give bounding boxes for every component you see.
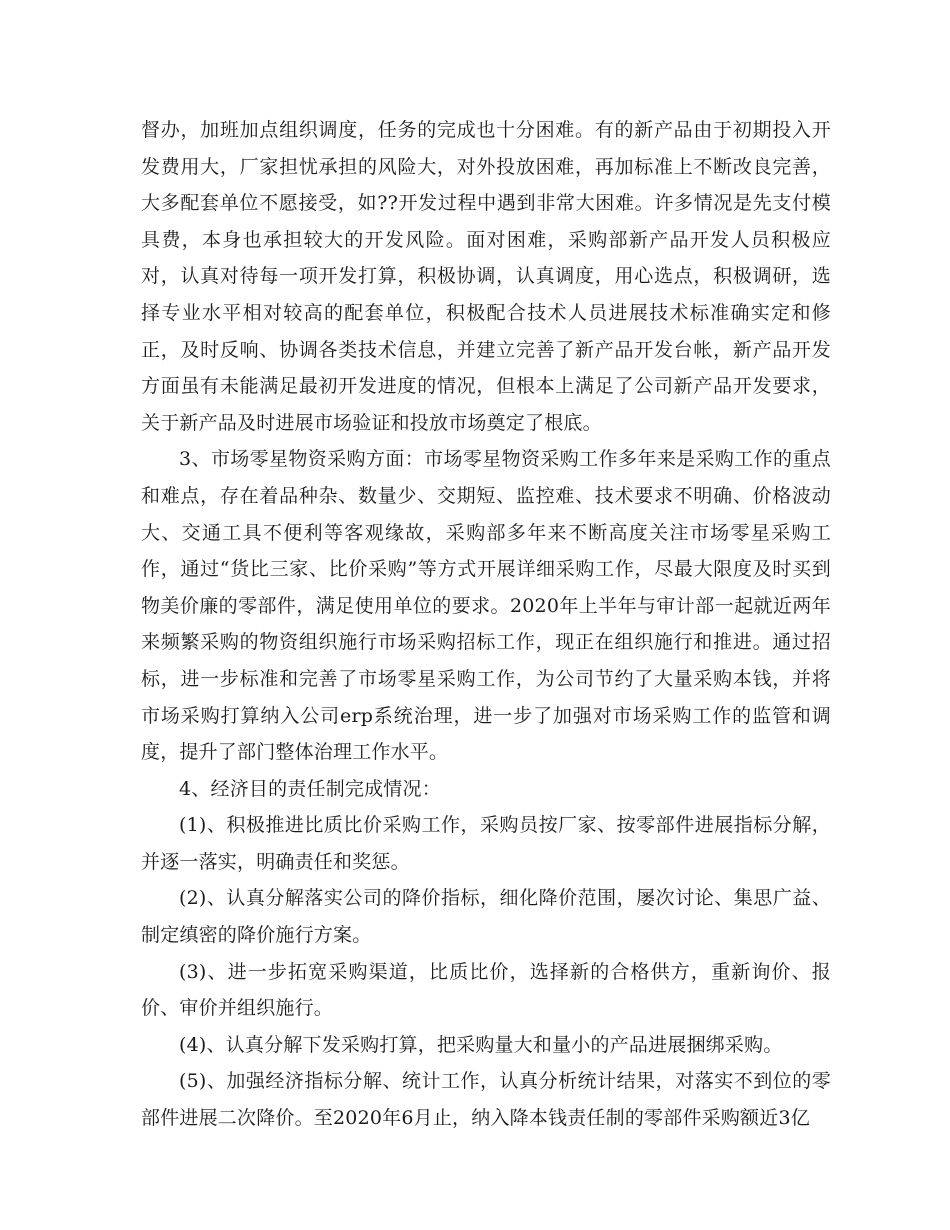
- document-body: [141, 112, 831, 1137]
- paragraph-development-difficulties: 督办，加班加点组织调度，任务的完成也十分困难。有的新产品由于初期投入开发费用大，厂家担忧承担的风险大，对外投放困难，再加标准上不断改良完善，大多配套单位不愿接受，如??开发过程中遇到非常大困难。许多情况是先支付模具费，本身也承担较大的开发风险。面对困难，采购部新产品开发人员积极应对，认真对待每一项开发打算，积极协调，认真调度，用心选点，积极调研，选择专业水平相对较高的配套单位，积极配合技术人员进展技术标准确实定和修正，及时反响、协调各类技术信息，并建立完善了新产品开发台帐，新产品开发方面虽有未能满足最初开发进度的情况，但根本上满足了公司新产品开发要求，关于新产品及时进展市场验证和投放市场奠定了根底。: [141, 119, 831, 434]
- paragraph-item-1: (1)、积极推进比质比价采购工作，采购员按厂家、按零部件进展指标分解，并逐一落实，明确责任和奖惩。: [141, 814, 831, 873]
- paragraph-item-2: (2)、认真分解落实公司的降价指标，细化降价范围，屡次讨论、集思广益、制定缜密的降价施行方案。: [141, 887, 831, 947]
- paragraph-item-5: (5)、加强经济指标分解、统计工作，认真分析统计结果，对落实不到位的零部件进展二次降价。至2020年6月止，纳入降本钱责任制的零部件采购额近3亿: [141, 1070, 831, 1130]
- paragraph-item-4: (4)、认真分解下发采购打算，把采购量大和量小的产品进展捆绑采购。: [179, 1033, 783, 1056]
- paragraph-item-3: (3)、进一步拓宽采购渠道，比质比价，选择新的合格供方，重新询价、报价、审价并组织施行。: [141, 960, 831, 1020]
- paragraph-market-sporadic-procurement: 3、市场零星物资采购方面：市场零星物资采购工作多年来是采购工作的重点和难点，存在着品种杂、数量少、交期短、监控难、技术要求不明确、价格波动大、交通工具不便利等客观缘故，采购部多年来不断高度关注市场零星采购工作，通过“货比三家、比价采购”等方式开展详细采购工作，尽最大限度及时买到物美价廉的零部件，满足使用单位的要求。2020年上半年与审计部一起就近两年来频繁采购的物资组织施行市场采购招标工作，现正在组织施行和推进。通过招标，进一步标准和完善了市场零星采购工作，为公司节约了大量采购本钱，并将市场采购打算纳入公司erp系统治理，进一步了加强对市场采购工作的监管和调度，提升了部门整体治理工作水平。: [141, 448, 831, 764]
- paragraph-economic-responsibility-heading: 4、经济目的责任制完成情况：: [179, 777, 441, 800]
